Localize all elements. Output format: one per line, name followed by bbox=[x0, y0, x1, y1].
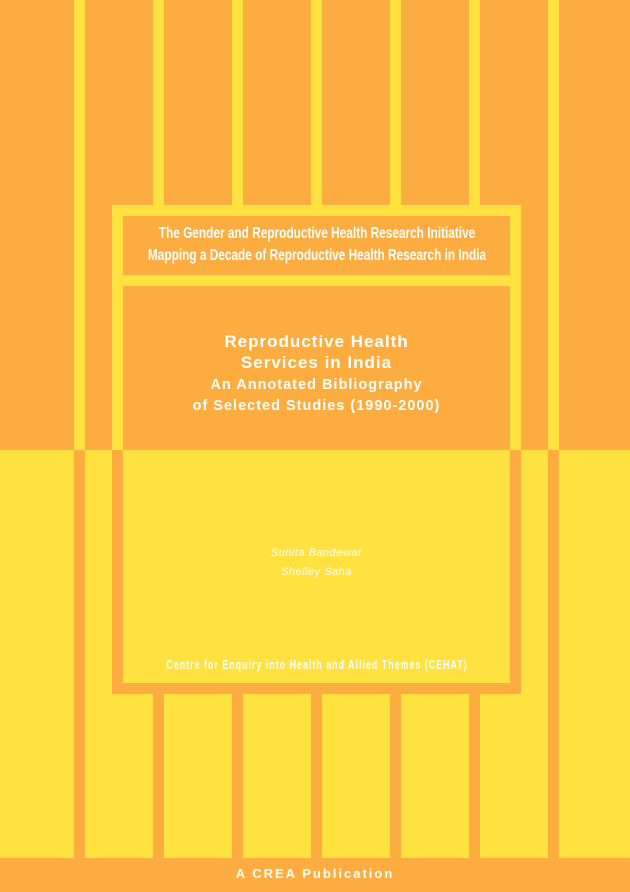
cover-frame bbox=[112, 205, 521, 694]
publisher: A CREA Publication bbox=[235, 866, 395, 881]
publisher-bar bbox=[0, 858, 630, 892]
stripe bbox=[74, 0, 85, 892]
title-panel bbox=[123, 286, 510, 683]
organization: Centre for Enquiry into Health and Allied Themes (CEHAT) bbox=[165, 657, 468, 672]
series-panel bbox=[123, 216, 510, 275]
series-title: The Gender and Reproductive Health Research Initiative bbox=[158, 225, 475, 242]
series-subtitle: Mapping a Decade of Reproductive Health Research in India bbox=[147, 247, 486, 264]
author: Shelley Saha bbox=[281, 566, 352, 578]
book-subtitle-line2: of Selected Studies (1990-2000) bbox=[192, 398, 441, 414]
book-title-line1: Reproductive Health bbox=[224, 332, 409, 351]
stripe bbox=[548, 0, 559, 892]
book-title-line2: Services in India bbox=[240, 353, 393, 372]
book-subtitle-line1: An Annotated Bibliography bbox=[210, 377, 423, 393]
author: Sunita Bandewar bbox=[270, 547, 363, 559]
